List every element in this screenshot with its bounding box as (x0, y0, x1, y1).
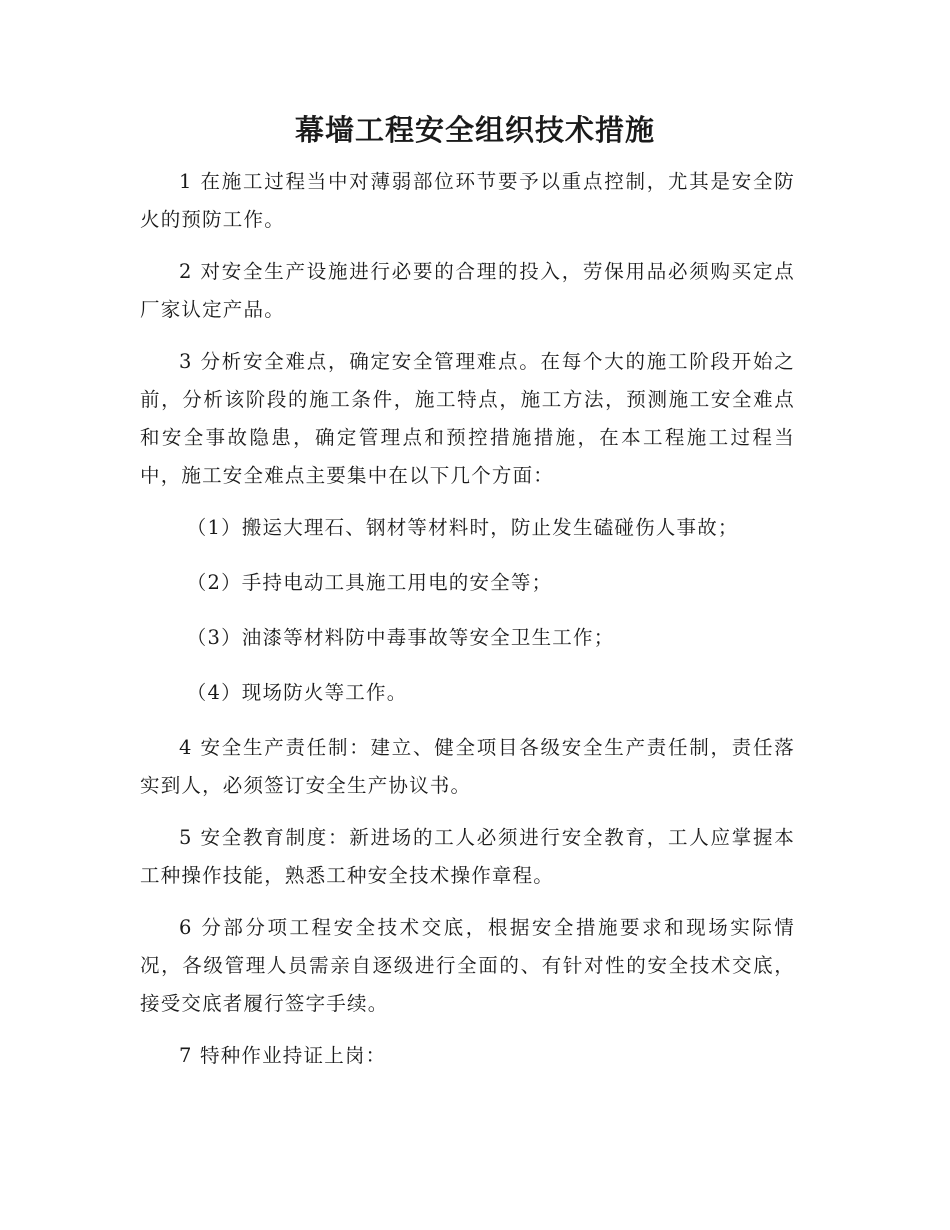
paragraph-6: 6 分部分项工程安全技术交底，根据安全措施要求和现场实际情况，各级管理人员需亲自逐级进行全面的、有针对性的安全技术交底，接受交底者履行签字手续。 (140, 916, 795, 1015)
list-item-2: （2）手持电动工具施工用电的安全等； (186, 571, 553, 594)
list-item-4: （4）现场防火等工作。 (186, 681, 408, 704)
paragraph-2: 2 对安全生产设施进行必要的合理的投入，劳保用品必须购买定点厂家认定产品。 (140, 260, 795, 321)
paragraph-7: 7 特种作业持证上岗： (179, 1044, 387, 1067)
paragraph-1: 1 在施工过程当中对薄弱部位环节要予以重点控制，尤其是安全防火的预防工作。 (140, 170, 795, 231)
document-title: 幕墙工程安全组织技术措施 (294, 113, 655, 147)
document-body (140, 163, 795, 1089)
paragraph-4: 4 安全生产责任制：建立、健全项目各级安全生产责任制，责任落实到人，必须签订安全生产协议书。 (140, 736, 795, 797)
paragraph-5: 5 安全教育制度：新进场的工人必须进行安全教育，工人应掌握本工种操作技能，熟悉工种安全技术操作章程。 (140, 826, 795, 887)
paragraph-3: 3 分析安全难点，确定安全管理难点。在每个大的施工阶段开始之前，分析该阶段的施工条件，施工特点，施工方法，预测施工安全难点和安全事故隐患，确定管理点和预控措施措施，在本工程施工过程当中，施工安全难点主要集中在以下几个方面： (140, 350, 795, 487)
list-item-3: （3）油漆等材料防中毒事故等安全卫生工作； (186, 626, 615, 649)
list-item-1: （1）搬运大理石、钢材等材料时，防止发生磕碰伤人事故； (186, 516, 739, 539)
